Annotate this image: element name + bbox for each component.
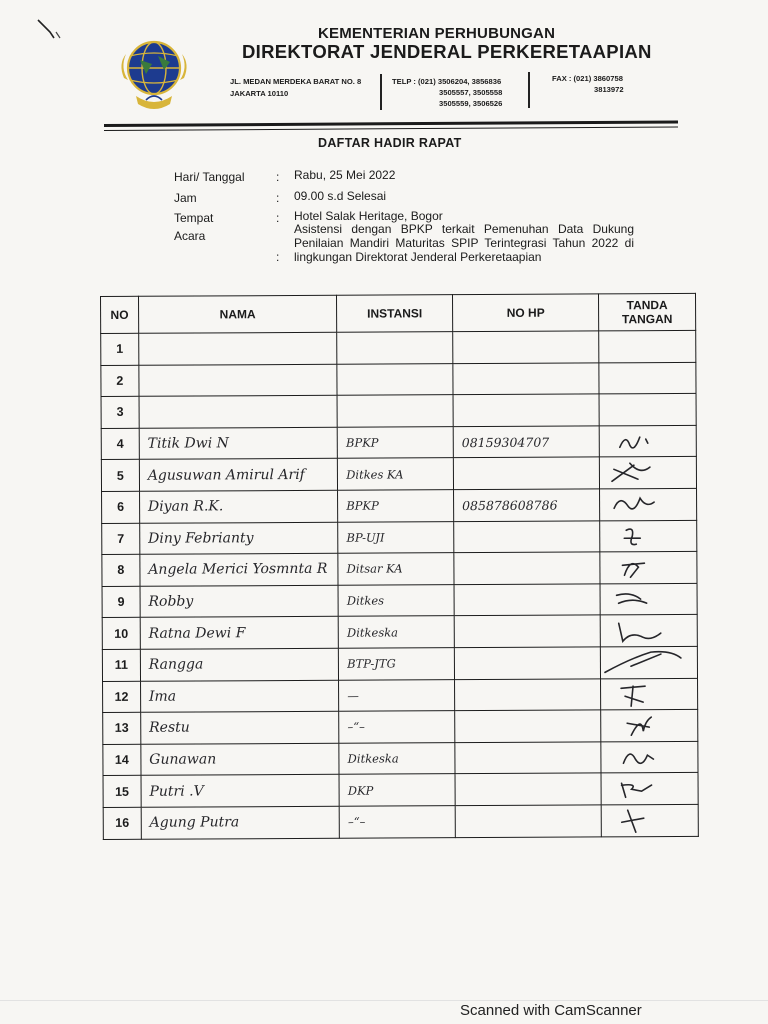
attendee-name: Robby [140, 585, 339, 618]
signature-scribble [600, 427, 692, 455]
table-row [103, 741, 698, 776]
place-label: Tempat [174, 211, 214, 225]
attendee-name: Agung Putra [141, 806, 340, 839]
time-label: Jam [174, 191, 197, 205]
agenda-value: Asistensi dengan BPKP terkait Pemenuhan Data Dukung Penilaian Mandiri Maturitas SPIP Terintegrasi Tahun 2022 di lingkungan Direktorat Jenderal Perkeretaapian [294, 222, 634, 264]
row-number: 9 [102, 586, 140, 618]
row-number: 14 [103, 744, 141, 776]
address-line-2: JAKARTA 10110 [230, 89, 289, 98]
ministry-name: KEMENTERIAN PERHUBUNGAN [318, 25, 556, 42]
attendee-institution: Ditsar KA [338, 553, 454, 585]
table-row [101, 425, 696, 460]
table-row [103, 710, 698, 745]
attendee-signature [599, 394, 696, 426]
attendee-name [139, 364, 338, 397]
attendee-name: Ima [140, 680, 339, 713]
phone-line-2: 3505557, 3505558 [439, 88, 503, 97]
attendee-institution: Ditkeska [339, 742, 455, 774]
directorate-name: DIREKTORAT JENDERAL PERKERETAAPIAN [242, 41, 652, 62]
attendee-signature [601, 710, 698, 742]
phone-line-1: TELP : (021) 3506204, 3856836 [392, 77, 502, 86]
attendee-phone [455, 773, 601, 805]
footer-divider [0, 1000, 768, 1001]
date-value: Rabu, 25 Mei 2022 [294, 168, 396, 182]
colon: : [276, 211, 280, 225]
attendee-name [139, 332, 338, 365]
attendee-name [139, 395, 338, 428]
attendee-institution: DKP [339, 774, 455, 806]
header-no: NO [101, 296, 139, 333]
scanner-footer: Scanned with CamScanner [460, 1002, 642, 1019]
attendee-signature [601, 678, 698, 710]
attendee-phone [454, 584, 600, 616]
attendee-phone: 085878608786 [453, 489, 599, 521]
attendee-signature [599, 362, 696, 394]
ministry-logo-icon [116, 34, 192, 114]
table-row [101, 330, 696, 365]
signature-scribble [602, 775, 694, 803]
attendee-phone [455, 742, 601, 774]
header-signature-line2: TANGAN [621, 312, 673, 327]
attendee-institution [337, 363, 453, 395]
row-number: 11 [102, 649, 140, 681]
header-phone: NO HP [452, 294, 598, 332]
row-number: 3 [101, 396, 139, 428]
date-label: Hari/ Tanggal [174, 170, 245, 184]
signature-scribble [601, 711, 693, 739]
attendee-name: Agusuwan Amirul Arif [139, 459, 338, 492]
attendee-phone [455, 710, 601, 742]
place-value: Hotel Salak Heritage, Bogor [294, 209, 443, 223]
letterhead-rule-thin [104, 126, 678, 131]
row-number: 6 [102, 491, 140, 523]
table-row [102, 520, 697, 555]
row-number: 5 [101, 460, 139, 492]
attendee-institution [337, 395, 453, 427]
row-number: 13 [103, 712, 141, 744]
fax-block [552, 73, 624, 95]
attendance-table-wrapper [100, 296, 698, 831]
fax-line-2: 3813972 [594, 85, 624, 94]
attendee-phone [454, 520, 600, 552]
header-divider [528, 72, 530, 108]
row-number: 15 [103, 776, 141, 808]
row-number: 12 [103, 681, 141, 713]
attendee-phone: 08159304707 [453, 426, 599, 458]
attendee-signature [600, 552, 697, 584]
phone-block [392, 76, 522, 109]
attendee-phone [453, 362, 599, 394]
attendee-institution: Ditkes [338, 584, 454, 616]
agenda-label: Acara [174, 229, 206, 243]
attendee-institution: –“– [339, 806, 455, 838]
row-number: 16 [103, 807, 141, 839]
attendee-name: Diyan R.K. [139, 490, 338, 523]
attendee-signature [600, 615, 697, 647]
pen-mark-icon [36, 18, 66, 46]
colon: : [276, 250, 280, 264]
attendee-institution: –“– [339, 711, 455, 743]
attendee-signature [600, 488, 697, 520]
attendee-name: Angela Merici Yosmnta R [140, 553, 339, 586]
attendee-phone [454, 647, 600, 679]
table-row [102, 552, 697, 587]
time-value: 09.00 s.d Selesai [294, 189, 387, 203]
attendee-signature [600, 457, 697, 489]
signature-scribble [602, 806, 694, 834]
table-row [102, 583, 697, 618]
attendee-phone [455, 805, 601, 837]
table-row [103, 678, 698, 713]
header-signature-line1: TANDA [626, 298, 668, 313]
attendance-table [100, 293, 699, 840]
attendee-name: Ratna Dewi F [140, 617, 339, 650]
attendee-phone [454, 615, 600, 647]
attendee-signature [601, 773, 698, 805]
attendee-signature [601, 646, 698, 678]
document-title: DAFTAR HADIR RAPAT [318, 136, 462, 150]
attendee-name: Titik Dwi N [139, 427, 338, 460]
colon: : [276, 191, 280, 205]
address-line-1: JL. MEDAN MERDEKA BARAT NO. 8 [230, 77, 362, 86]
row-number: 7 [102, 523, 140, 555]
signature-scribble [601, 553, 693, 581]
signature-scribble [600, 522, 692, 550]
signature-scribble [601, 617, 693, 645]
signature-scribble [601, 585, 693, 613]
attendee-signature [599, 425, 696, 457]
table-row [102, 646, 697, 681]
address-block [230, 76, 361, 100]
attendee-signature [600, 520, 697, 552]
table-row [102, 615, 697, 650]
table-row [102, 488, 697, 523]
table-row [103, 773, 698, 808]
attendee-name: Gunawan [141, 743, 340, 776]
attendee-institution: BPKP [338, 490, 454, 522]
attendee-phone [453, 457, 599, 489]
signature-scribble [602, 743, 694, 771]
table-row [101, 457, 696, 492]
attendee-institution: BP-UJI [338, 521, 454, 553]
table-row [101, 362, 696, 397]
colon: : [276, 170, 280, 184]
fax-line-1: FAX : (021) 3860758 [552, 74, 623, 83]
attendee-name: Restu [141, 711, 340, 744]
row-number: 1 [101, 333, 139, 365]
signature-scribble [601, 680, 693, 708]
attendee-institution: Ditkes KA [338, 458, 454, 490]
header-signature [599, 293, 696, 331]
attendee-signature [600, 583, 697, 615]
signature-scribble [600, 490, 692, 518]
attendee-institution: BPKP [337, 426, 453, 458]
attendee-signature [601, 804, 698, 836]
attendee-institution: — [339, 679, 455, 711]
attendee-phone [453, 331, 599, 363]
attendee-phone [454, 552, 600, 584]
row-number: 2 [101, 365, 139, 397]
row-number: 8 [102, 554, 140, 586]
row-number: 10 [102, 618, 140, 650]
signature-scribble [600, 459, 692, 487]
signature-scribble [601, 648, 693, 676]
header-name: NAMA [138, 295, 337, 333]
attendee-name: Putri .V [141, 775, 340, 808]
table-row [103, 804, 698, 839]
attendee-institution: BTP-JTG [339, 648, 455, 680]
letterhead-rule [104, 120, 678, 126]
attendee-phone [454, 678, 600, 710]
attendee-signature [599, 330, 696, 362]
phone-line-3: 3505559, 3506526 [439, 99, 503, 108]
attendee-institution: Ditkeska [338, 616, 454, 648]
attendee-institution [337, 332, 453, 364]
table-row [101, 394, 696, 429]
attendee-signature [601, 741, 698, 773]
attendee-name: Diny Febrianty [140, 522, 339, 555]
row-number: 4 [101, 428, 139, 460]
header-institution: INSTANSI [337, 295, 453, 333]
header-divider [380, 74, 382, 110]
table-header-row [101, 293, 696, 333]
attendee-phone [453, 394, 599, 426]
attendee-name: Rangga [140, 648, 339, 681]
